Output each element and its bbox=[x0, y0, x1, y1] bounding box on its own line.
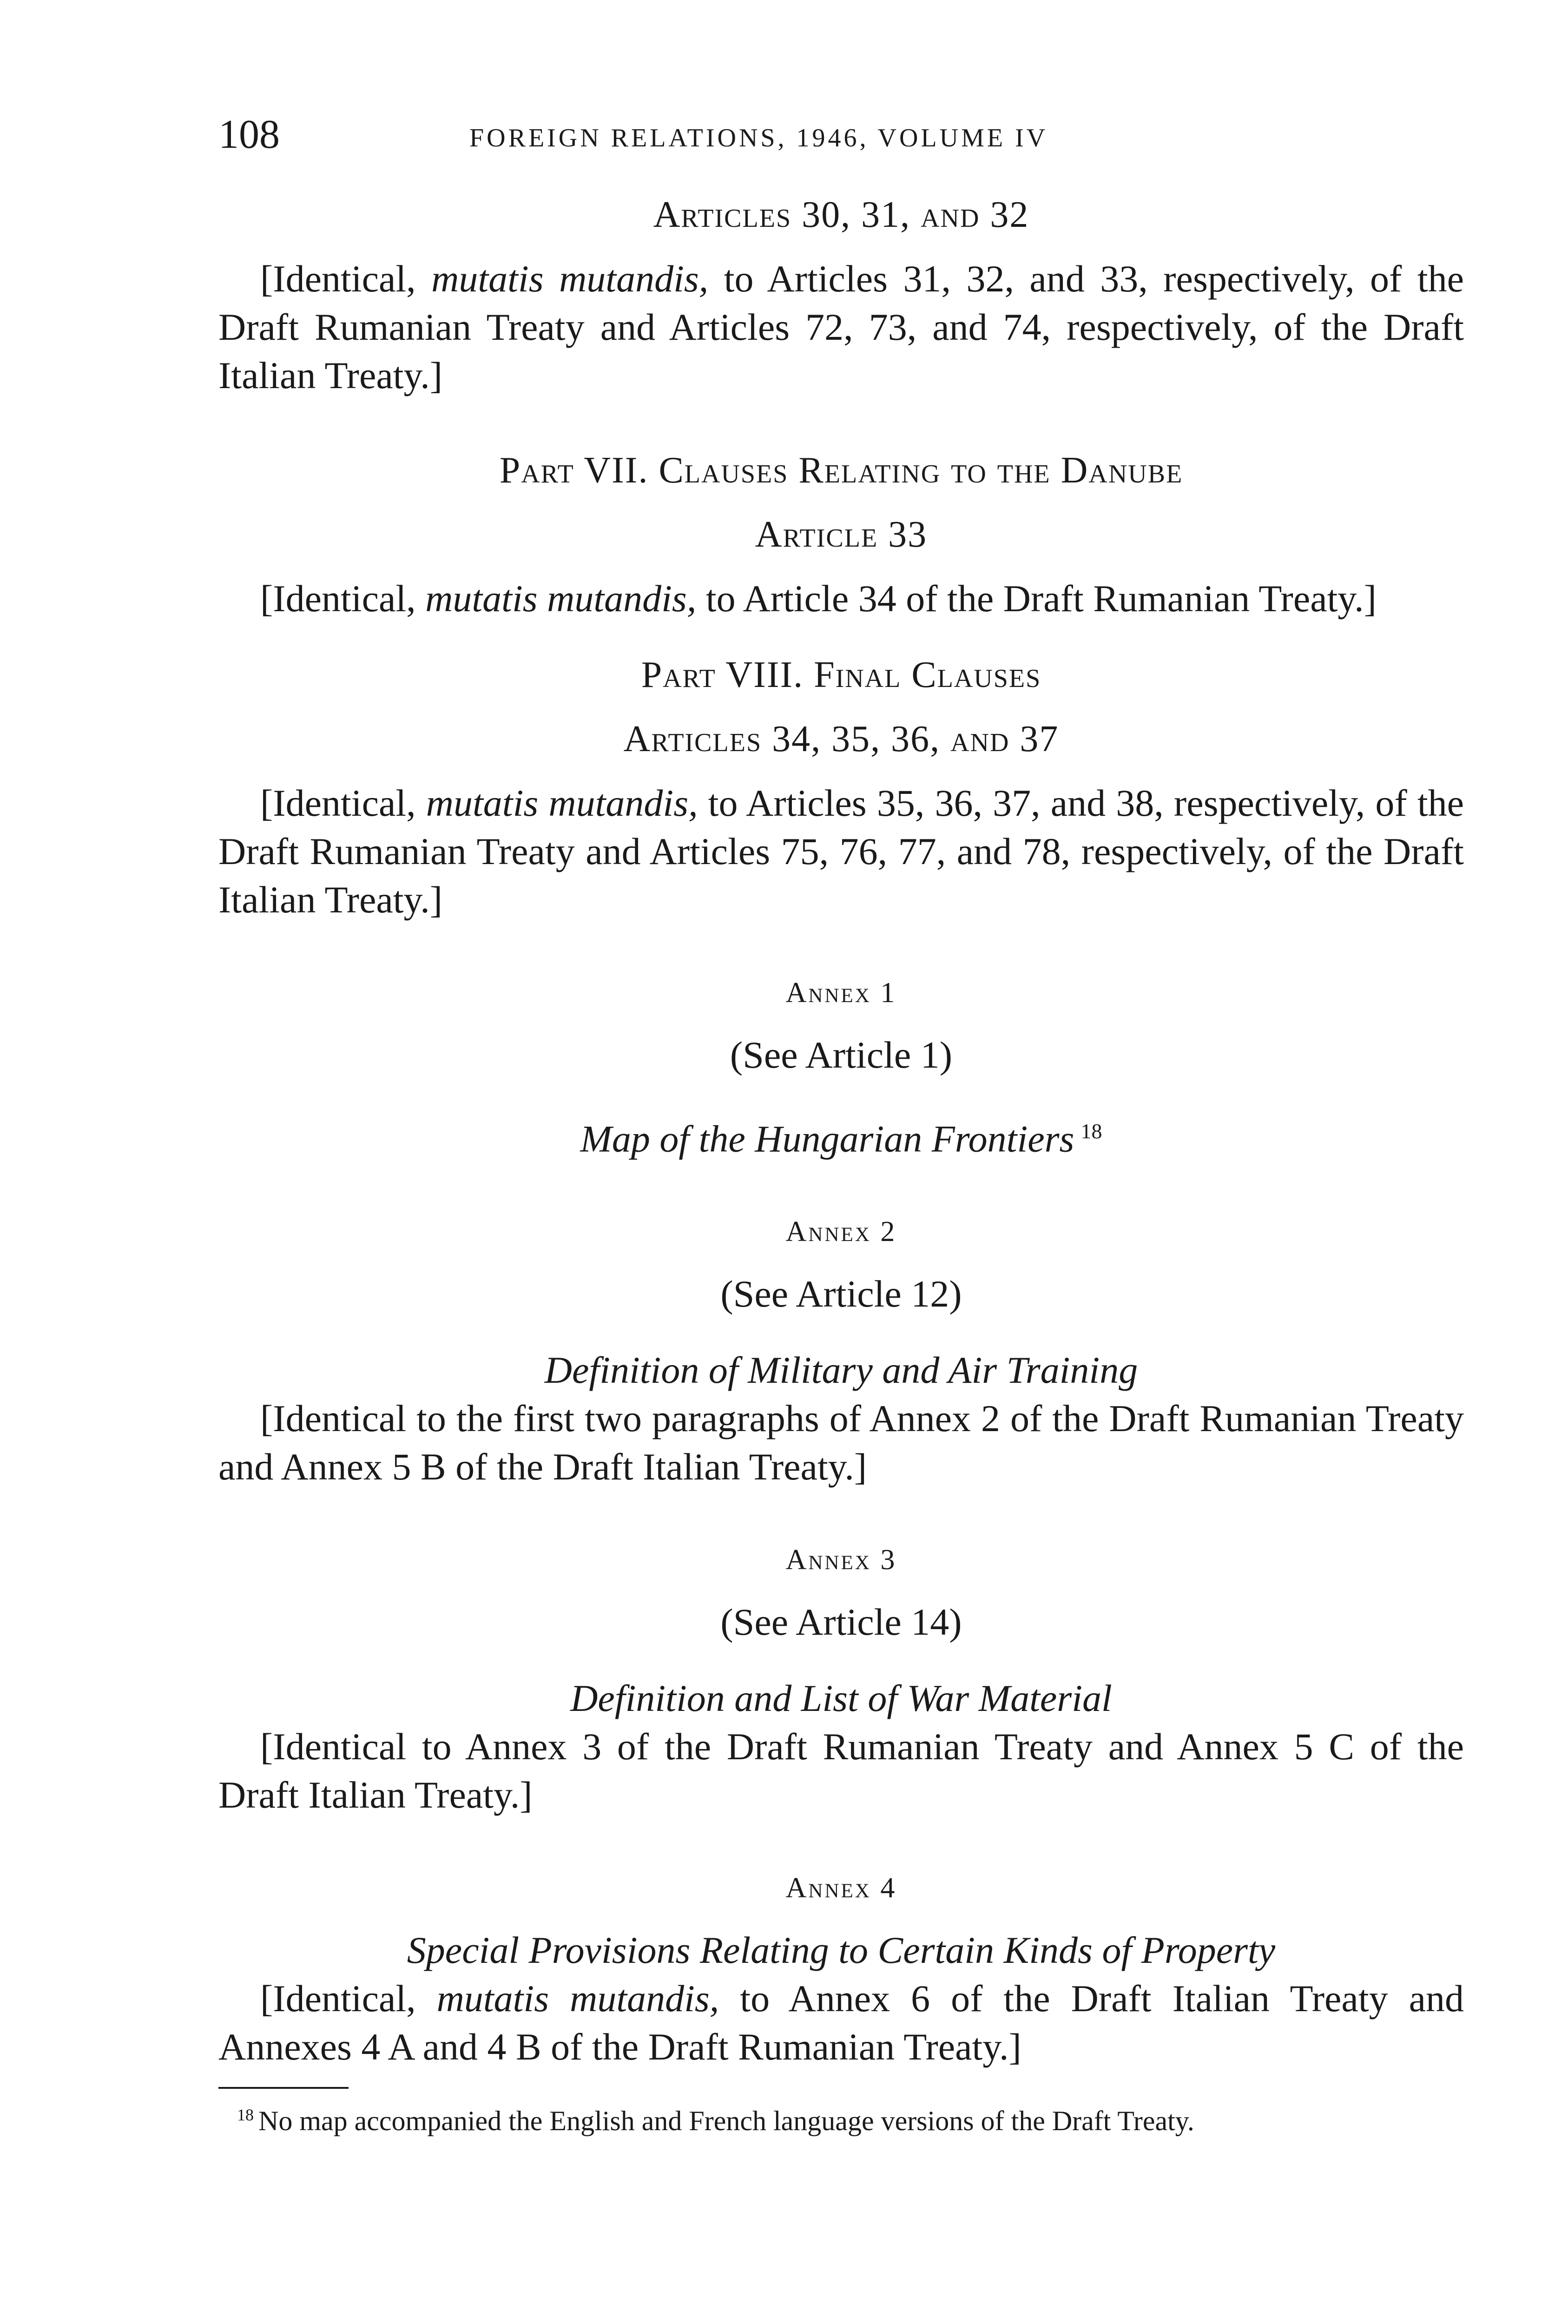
annex-4-text bbox=[218, 1974, 1464, 2071]
part-viii-heading: Part VIII. Final Clauses bbox=[641, 654, 1041, 695]
annex-3-heading: Annex 3 bbox=[785, 1544, 897, 1576]
articles-34-37-text bbox=[218, 779, 1464, 924]
annex-4-heading: Annex 4 bbox=[785, 1872, 897, 1904]
annex-4-title: Special Provisions Relating to Certain Kinds of Property bbox=[407, 1929, 1276, 1972]
articles-30-32-text-a: [Identical, bbox=[260, 257, 432, 300]
footnote bbox=[218, 2095, 1464, 2140]
annex-3-text: [Identical to Annex 3 of the Draft Rumanian Treaty and Annex 5 C of the Draft Italian Treaty.] bbox=[218, 1725, 1464, 1816]
annex-1-heading: Annex 1 bbox=[785, 977, 897, 1009]
article-33-heading: Article 33 bbox=[755, 514, 928, 555]
footnote-rule bbox=[218, 2087, 349, 2089]
articles-30-32-italic: mutatis mutandis, bbox=[431, 257, 709, 300]
articles-30-32-text bbox=[218, 255, 1464, 400]
annex-2-text: [Identical to the first two paragraphs of Annex 2 of the Draft Rumanian Treaty and Annex 5 B of the Draft Italian Treaty.] bbox=[218, 1397, 1464, 1488]
articles-34-37-text-a: [Identical, bbox=[260, 782, 426, 824]
annex-1-title bbox=[218, 1107, 1464, 1163]
document-page bbox=[218, 0, 1464, 2324]
articles-30-32-heading: Articles 30, 31, and 32 bbox=[653, 194, 1029, 235]
article-33-text bbox=[218, 574, 1464, 623]
running-head bbox=[218, 112, 1464, 163]
annex-3-see-article: (See Article 14) bbox=[720, 1601, 962, 1644]
article-33-text-b: to Article 34 of the Draft Rumanian Treaty.] bbox=[696, 577, 1377, 620]
articles-34-37-heading: Articles 34, 35, 36, and 37 bbox=[623, 719, 1059, 759]
article-33-text-a: [Identical, bbox=[260, 577, 426, 620]
annex-4-text-a: [Identical, bbox=[260, 1977, 437, 2020]
annex-3-title: Definition and List of War Material bbox=[570, 1677, 1112, 1720]
page-number: 108 bbox=[218, 112, 280, 157]
footnote-text: No map accompanied the English and French language versions of the Draft Treaty. bbox=[258, 2106, 1194, 2137]
annex-2-see-article: (See Article 12) bbox=[720, 1273, 962, 1315]
annex-4-text-b: to Annex 6 of the Draft Italian Treaty and Annexes 4 A and 4 B of the Draft Rumanian Treaty.] bbox=[218, 1977, 1464, 2068]
annex-1-footnote-ref: 18 bbox=[1080, 1119, 1102, 1143]
articles-30-32-text-b: to Articles 31, 32, and 33, respectively, of the Draft Rumanian Treaty and Articles 72, 73, and 74, respectively, of the Draft Italian Treaty.] bbox=[218, 257, 1464, 396]
annex-2-title: Definition of Military and Air Training bbox=[544, 1349, 1138, 1392]
annex-1-title-text: Map of the Hungarian Frontiers bbox=[580, 1117, 1074, 1160]
annex-4-italic: mutatis mutandis, bbox=[436, 1977, 719, 2020]
annex-1-see-article: (See Article 1) bbox=[730, 1034, 953, 1076]
articles-34-37-text-b: to Articles 35, 36, 37, and 38, respectively, of the Draft Rumanian Treaty and Articles 75, 76, 77, and 78, respectively, of the Draft Italian Treaty.] bbox=[218, 782, 1464, 921]
article-33-italic: mutatis mutandis, bbox=[425, 577, 697, 620]
part-vii-heading: Part VII. Clauses Relating to the Danube bbox=[499, 450, 1183, 491]
articles-34-37-italic: mutatis mutandis, bbox=[426, 782, 698, 824]
annex-2-heading: Annex 2 bbox=[785, 1216, 897, 1248]
running-title: FOREIGN RELATIONS, 1946, VOLUME IV bbox=[469, 124, 1048, 152]
footnote-marker: 18 bbox=[237, 2106, 254, 2125]
page-content bbox=[218, 191, 1464, 2140]
